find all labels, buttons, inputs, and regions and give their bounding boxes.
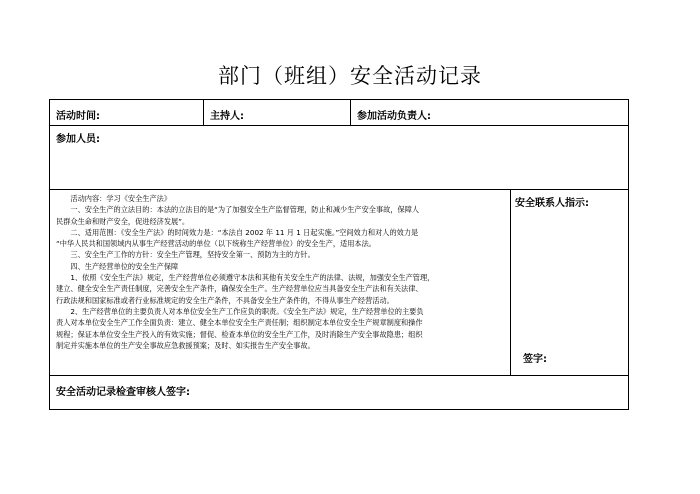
content-line: 活动内容：学习《安全生产法》: [70, 194, 172, 203]
content-line: 制定并实施本单位的生产安全事故应急救援预案；及时、如实报告生产安全事故。: [56, 340, 315, 350]
content-line: “中华人民共和国领域内从事生产经营活动的单位（以下统称生产经营单位）的安全生产，适用本法。: [56, 239, 376, 249]
row-divider: [50, 189, 628, 190]
activity-content: [56, 193, 506, 351]
activity-time-label: 活动时间:: [56, 111, 100, 122]
content-line: 行政法规和国家标准或者行业标准规定的安全生产条件，不具备安全生产条件的，不得从事生产经营活动。: [56, 295, 394, 305]
content-line: 民群众生命和财产安全，促进经济发展”。: [56, 216, 190, 226]
participants-label: 参加人员:: [56, 134, 100, 145]
content-line: 一、安全生产的立法目的：本法的立法目的是“为了加强安全生产监督管理，防止和减少生产安全事故，保障人: [70, 205, 420, 215]
column-divider: [203, 100, 204, 125]
contact-instruction-label: 安全联系人指示:: [515, 198, 589, 209]
responsible-label: 参加活动负责人:: [357, 111, 431, 122]
content-line: 二、适用范围：《安全生产法》的时间效力是：“本法自 2002 年 11 月 1 日起实施。”空间效力和对人的效力是: [70, 227, 419, 237]
row-divider: [50, 125, 628, 126]
content-line: 责人对本单位安全生产工作全面负责：建立、健全本单位安全生产责任制；组织制定本单位安全生产规章制度和操作: [56, 318, 423, 328]
column-divider: [350, 100, 351, 125]
content-line: 三、安全生产工作的方针：安全生产管理，坚持安全第一、预防为主的方针。: [70, 250, 315, 260]
column-divider: [510, 189, 511, 375]
reviewer-signature-label: 安全活动记录检查审核人签字:: [56, 387, 190, 398]
content-line: 四、生产经营单位的安全生产保障: [70, 261, 179, 271]
row-divider: [50, 375, 628, 376]
content-line: 1、依照《安全生产法》规定，生产经营单位必须遵守本法和其他有关安全生产的法律、法规，加强安全生产管理，: [70, 273, 435, 283]
content-line: 规程；保证本单位安全生产投入的有效实施；督促、检查本单位的安全生产工作，及时消除生产安全事故隐患；组织: [56, 329, 423, 339]
signature-label: 签字:: [523, 354, 547, 365]
page-title: 部门（班组）安全活动记录: [218, 64, 482, 88]
content-line: 建立、健全安全生产责任制度，完善安全生产条件，确保安全生产。生产经营单位应当具备安全生产法和有关法律、: [56, 284, 423, 294]
host-label: 主持人:: [210, 111, 244, 122]
activity-record-form: [49, 99, 629, 410]
content-line: 2、生产经营单位的主要负责人对本单位安全生产工作应负的职责。《安全生产法》规定，生产经营单位的主要负: [70, 306, 424, 316]
